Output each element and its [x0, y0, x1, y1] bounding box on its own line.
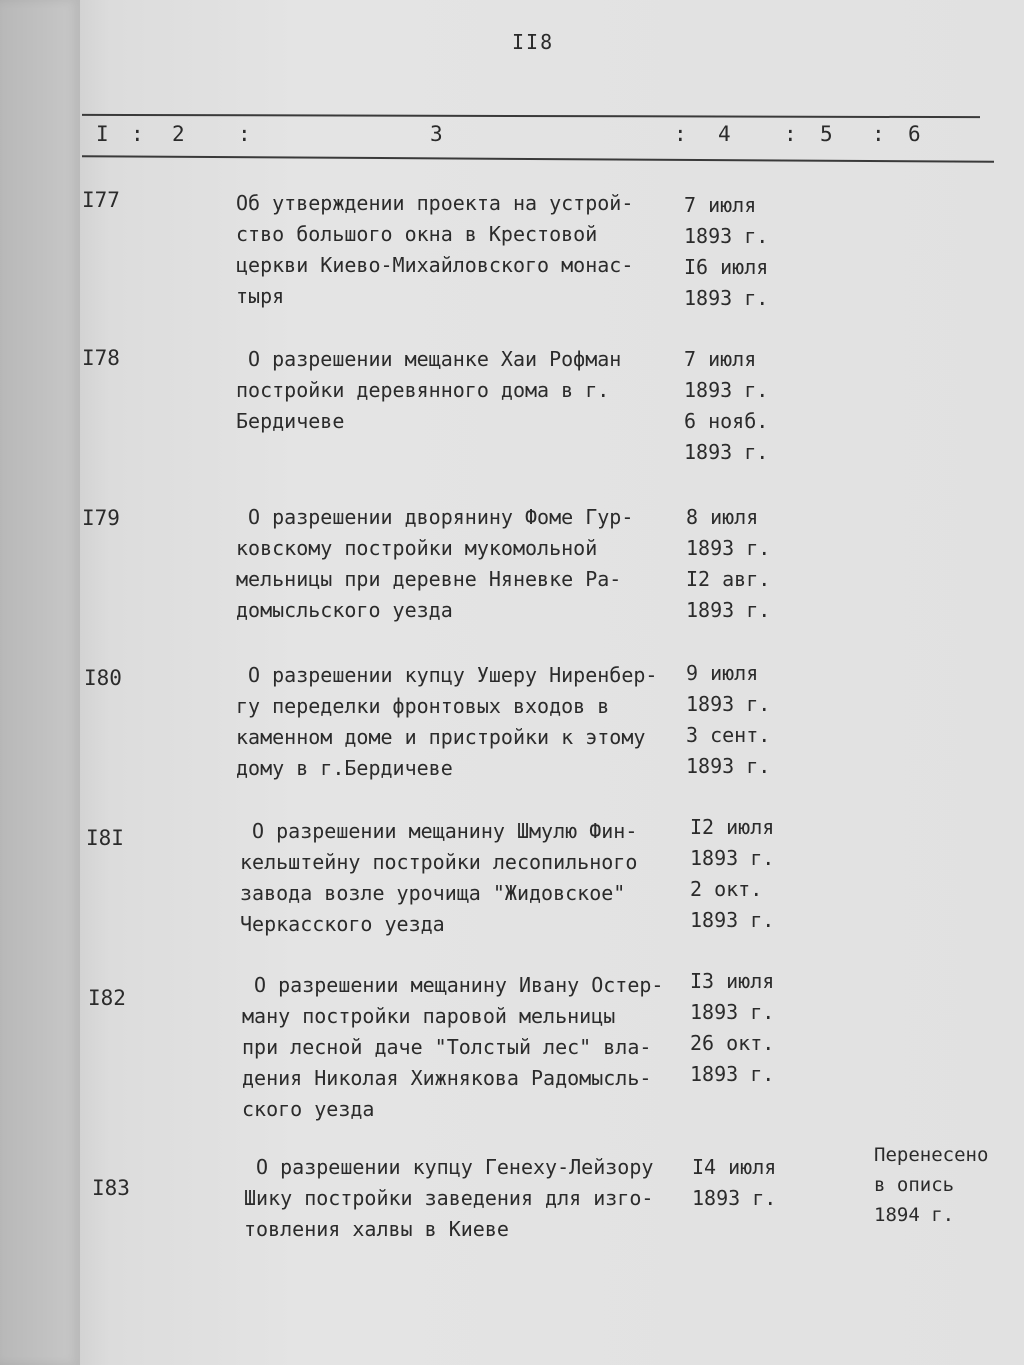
entry-number: I8I — [86, 826, 124, 850]
entry-description: О разрешении купцу Генеху-Лейзору Шику постройки заведения для изго- товления халвы в Киеве — [244, 1155, 654, 1241]
binding-margin — [0, 0, 80, 1365]
header-bottom-rule — [82, 155, 994, 163]
header-top-rule — [82, 114, 980, 118]
entry-description: О разрешении купцу Ушеру Ниренбер- гу переделки фронтовых входов в каменном доме и пристройки к этому дому в г.Бердичеве — [236, 663, 658, 780]
column-header-4: 4 — [718, 122, 731, 146]
entry-dates: 9 июля 1893 г. 3 сент. 1893 г. — [686, 661, 771, 778]
transfer-note: Перенесено в опись 1894 г. — [874, 1144, 989, 1226]
column-header-3: 3 — [430, 122, 443, 146]
column-header-5: 5 — [820, 122, 833, 146]
entry-number: I83 — [92, 1176, 130, 1200]
entry-dates: I2 июля 1893 г. 2 окт. 1893 г. — [690, 815, 775, 932]
entry-description: О разрешении мещанину Ивану Остер- ману постройки паровой мельницы при лесной даче "Толстый лес" вла- дения Николая Хижнякова Радомысль- ского уезда — [242, 973, 664, 1121]
column-header-2: 2 — [172, 122, 185, 146]
entry-dates: I3 июля 1893 г. 26 окт. 1893 г. — [690, 969, 775, 1086]
entry-dates: I4 июля 1893 г. — [692, 1155, 777, 1210]
entry-number: I78 — [82, 346, 120, 370]
entry-description: О разрешении мещанке Хаи Рофман постройки деревянного дома в г. Бердичеве — [236, 347, 622, 433]
entry-description: Об утверждении проекта на устрой- ство большого окна в Крестовой церкви Киево-Михайловского монас- тыря — [236, 191, 634, 308]
column-header-separator: : — [238, 122, 251, 146]
column-header-separator: : — [872, 122, 885, 146]
column-header-separator: : — [784, 122, 797, 146]
entry-dates: 7 июля 1893 г. I6 июля 1893 г. — [684, 193, 769, 310]
column-header-separator: : — [131, 122, 144, 146]
entry-number: I77 — [82, 188, 120, 212]
entry-number: I82 — [88, 986, 126, 1010]
entry-dates: 8 июля 1893 г. I2 авг. 1893 г. — [686, 505, 771, 622]
entry-description: О разрешении мещанину Шмулю Фин- кельштейну постройки лесопильного завода возле урочища "Жидовское" Черкасского уезда — [240, 819, 638, 936]
entry-number: I80 — [84, 666, 122, 690]
column-header-separator: : — [674, 122, 687, 146]
entry-description: О разрешении дворянину Фоме Гур- ковскому постройки мукомольной мельницы при деревне Няневке Ра- домысльского уезда — [236, 505, 634, 622]
column-header-6: 6 — [908, 122, 921, 146]
entry-number: I79 — [82, 506, 120, 530]
entry-dates: 7 июля 1893 г. 6 нояб. 1893 г. — [684, 347, 769, 464]
column-header-1: I — [96, 122, 109, 146]
page-number: II8 — [512, 30, 555, 54]
